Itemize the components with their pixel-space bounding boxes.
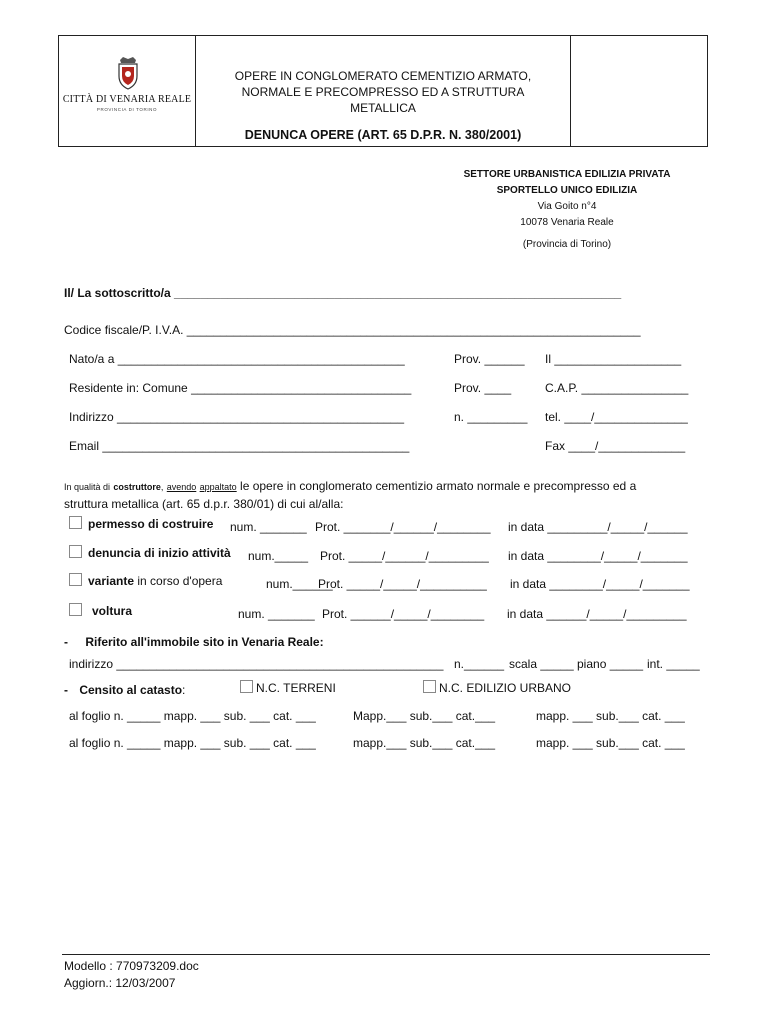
variante-extra: in corso d'opera xyxy=(137,574,223,588)
option-label: denuncia di inizio attività xyxy=(88,546,231,560)
logo-subtext: PROVINCIA DI TORINO xyxy=(96,107,158,112)
indirizzo-field[interactable]: Indirizzo ___________________________________________ xyxy=(69,410,404,424)
header-table xyxy=(58,35,708,147)
catasto-row-2-c[interactable]: mapp. ___ sub.___ cat. ___ xyxy=(536,736,685,750)
terreni-label: N.C. TERRENI xyxy=(256,681,336,695)
dia-prot[interactable]: Prot. _____/______/_________ xyxy=(320,549,489,563)
qualita-paragraph xyxy=(64,478,714,513)
option-dia xyxy=(69,545,231,560)
voltura-num[interactable]: num. _______ xyxy=(238,607,315,621)
office-line-3: Via Goito n°4 xyxy=(537,201,597,212)
urbano-checkbox[interactable] xyxy=(423,680,436,693)
qualita-prefix: In qualità di xyxy=(64,482,111,492)
catasto-row-1-c[interactable]: mapp. ___ sub.___ cat. ___ xyxy=(536,709,685,723)
form-subtitle: DENUNCA OPERE (ART. 65 D.P.R. N. 380/2001) xyxy=(244,128,522,142)
title-cell xyxy=(196,36,571,146)
indirizzo-n-field[interactable]: n. _________ xyxy=(454,410,528,424)
catasto-row-1-b[interactable]: Mapp.___ sub.___ cat.___ xyxy=(353,709,496,723)
office-line-4: 10078 Venaria Reale xyxy=(520,217,614,228)
office-address xyxy=(437,167,697,253)
dia-data[interactable]: in data ________/_____/_______ xyxy=(508,549,688,563)
crest-icon xyxy=(115,56,141,90)
nato-field[interactable]: Nato/a a ___________________________________________ xyxy=(69,352,405,366)
logo-cell xyxy=(59,36,196,146)
permesso-checkbox[interactable] xyxy=(69,516,82,529)
residente-prov-field[interactable]: Prov. ____ xyxy=(454,381,512,395)
voltura-data[interactable]: in data ______/_____/_________ xyxy=(507,607,687,621)
immobile-scala-field[interactable]: scala _____ xyxy=(509,657,574,671)
office-line-2: SPORTELLO UNICO EDILIZIA xyxy=(496,185,638,196)
catasto-colon: : xyxy=(182,683,186,697)
catasto-row-1-a[interactable]: al foglio n. _____ mapp. ___ sub. ___ cat. ___ xyxy=(69,709,316,723)
title-line-3: METALLICA xyxy=(350,101,416,115)
catasto-row-2-b[interactable]: mapp.___ sub.___ cat.___ xyxy=(353,736,496,750)
immobile-int-field[interactable]: int. _____ xyxy=(647,657,700,671)
cap-field[interactable]: C.A.P. ________________ xyxy=(545,381,689,395)
catasto-row-2-a[interactable]: al foglio n. _____ mapp. ___ sub. ___ cat. ___ xyxy=(69,736,316,750)
footer-divider xyxy=(62,954,710,955)
urbano-option xyxy=(423,680,571,695)
immobile-heading xyxy=(64,635,324,649)
nato-il-field[interactable]: Il ___________________ xyxy=(545,352,682,366)
tel-field[interactable]: tel. ____/______________ xyxy=(545,410,688,424)
codice-fiscale-field[interactable]: Codice fiscale/P. I.V.A. ____________________________________________________________________ xyxy=(64,323,641,337)
qualita-appaltato: appaltato xyxy=(199,482,237,492)
fax-field[interactable]: Fax ____/_____________ xyxy=(545,439,686,453)
terreni-checkbox[interactable] xyxy=(240,680,253,693)
catasto-heading xyxy=(64,683,185,697)
office-line-5: (Provincia di Torino) xyxy=(522,239,612,250)
variante-data[interactable]: in data ________/_____/_______ xyxy=(510,577,690,591)
voltura-checkbox[interactable] xyxy=(69,603,82,616)
option-label: voltura xyxy=(92,604,133,618)
email-field[interactable]: Email ______________________________________________ xyxy=(69,439,410,453)
immobile-piano-field[interactable]: piano _____ xyxy=(577,657,644,671)
office-line-1: SETTORE URBANISTICA EDILIZIA PRIVATA xyxy=(463,169,671,180)
immobile-title: Riferito all'immobile sito in Venaria Reale: xyxy=(85,635,324,649)
nato-prov-field[interactable]: Prov. ______ xyxy=(454,352,525,366)
terreni-option xyxy=(240,680,336,695)
permesso-prot[interactable]: Prot. _______/______/________ xyxy=(315,520,491,534)
option-label: variante xyxy=(88,574,135,588)
form-title xyxy=(196,68,570,116)
dia-num[interactable]: num._____ xyxy=(248,549,309,563)
option-permesso xyxy=(69,516,213,531)
catasto-dash: - xyxy=(64,683,68,697)
qualita-line-2: struttura metallica (art. 65 d.p.r. 380/01) di cui al/alla: xyxy=(64,497,344,511)
title-line-2: NORMALE E PRECOMPRESSO ED A STRUTTURA xyxy=(241,85,525,99)
blank-cell xyxy=(571,36,707,146)
option-label: permesso di costruire xyxy=(88,517,214,531)
residente-field[interactable]: Residente in: Comune _________________________________ xyxy=(69,381,412,395)
title-line-1: OPERE IN CONGLOMERATO CEMENTIZIO ARMATO, xyxy=(234,69,532,83)
immobile-dash: - xyxy=(64,635,68,649)
permesso-num[interactable]: num. _______ xyxy=(230,520,307,534)
permesso-data[interactable]: in data _________/_____/______ xyxy=(508,520,688,534)
qualita-avendo: avendo xyxy=(166,482,197,492)
variante-num[interactable]: num.______ xyxy=(266,577,333,591)
footer-aggiorn: Aggiorn.: 12/03/2007 xyxy=(64,976,176,990)
immobile-indirizzo-field[interactable]: indirizzo _________________________________________________ xyxy=(69,657,444,671)
variante-checkbox[interactable] xyxy=(69,573,82,586)
qualita-rest: le opere in conglomerato cementizio armato normale e precompresso ed a xyxy=(240,479,637,493)
voltura-prot[interactable]: Prot. ______/_____/________ xyxy=(322,607,485,621)
qualita-costruttore: costruttore xyxy=(113,482,161,492)
option-voltura xyxy=(69,603,132,618)
catasto-title: Censito al catasto xyxy=(79,683,183,697)
sottoscritto-field[interactable]: Il/ La sottoscritto/a ___________________________________________________________________ xyxy=(64,286,622,300)
urbano-label: N.C. EDILIZIO URBANO xyxy=(439,681,572,695)
logo-text: CITTÀ DI VENARIA REALE xyxy=(62,94,192,105)
footer-modello: Modello : 770973209.doc xyxy=(64,959,199,973)
option-variante xyxy=(69,573,222,588)
dia-checkbox[interactable] xyxy=(69,545,82,558)
qualita-line-1: In qualità di costruttore, avendo appaltato le opere in conglomerato cementizio armato normale e precompresso ed a xyxy=(64,479,637,493)
immobile-n-field[interactable]: n.______ xyxy=(454,657,505,671)
variante-prot[interactable]: Prot. _____/_____/__________ xyxy=(318,577,487,591)
